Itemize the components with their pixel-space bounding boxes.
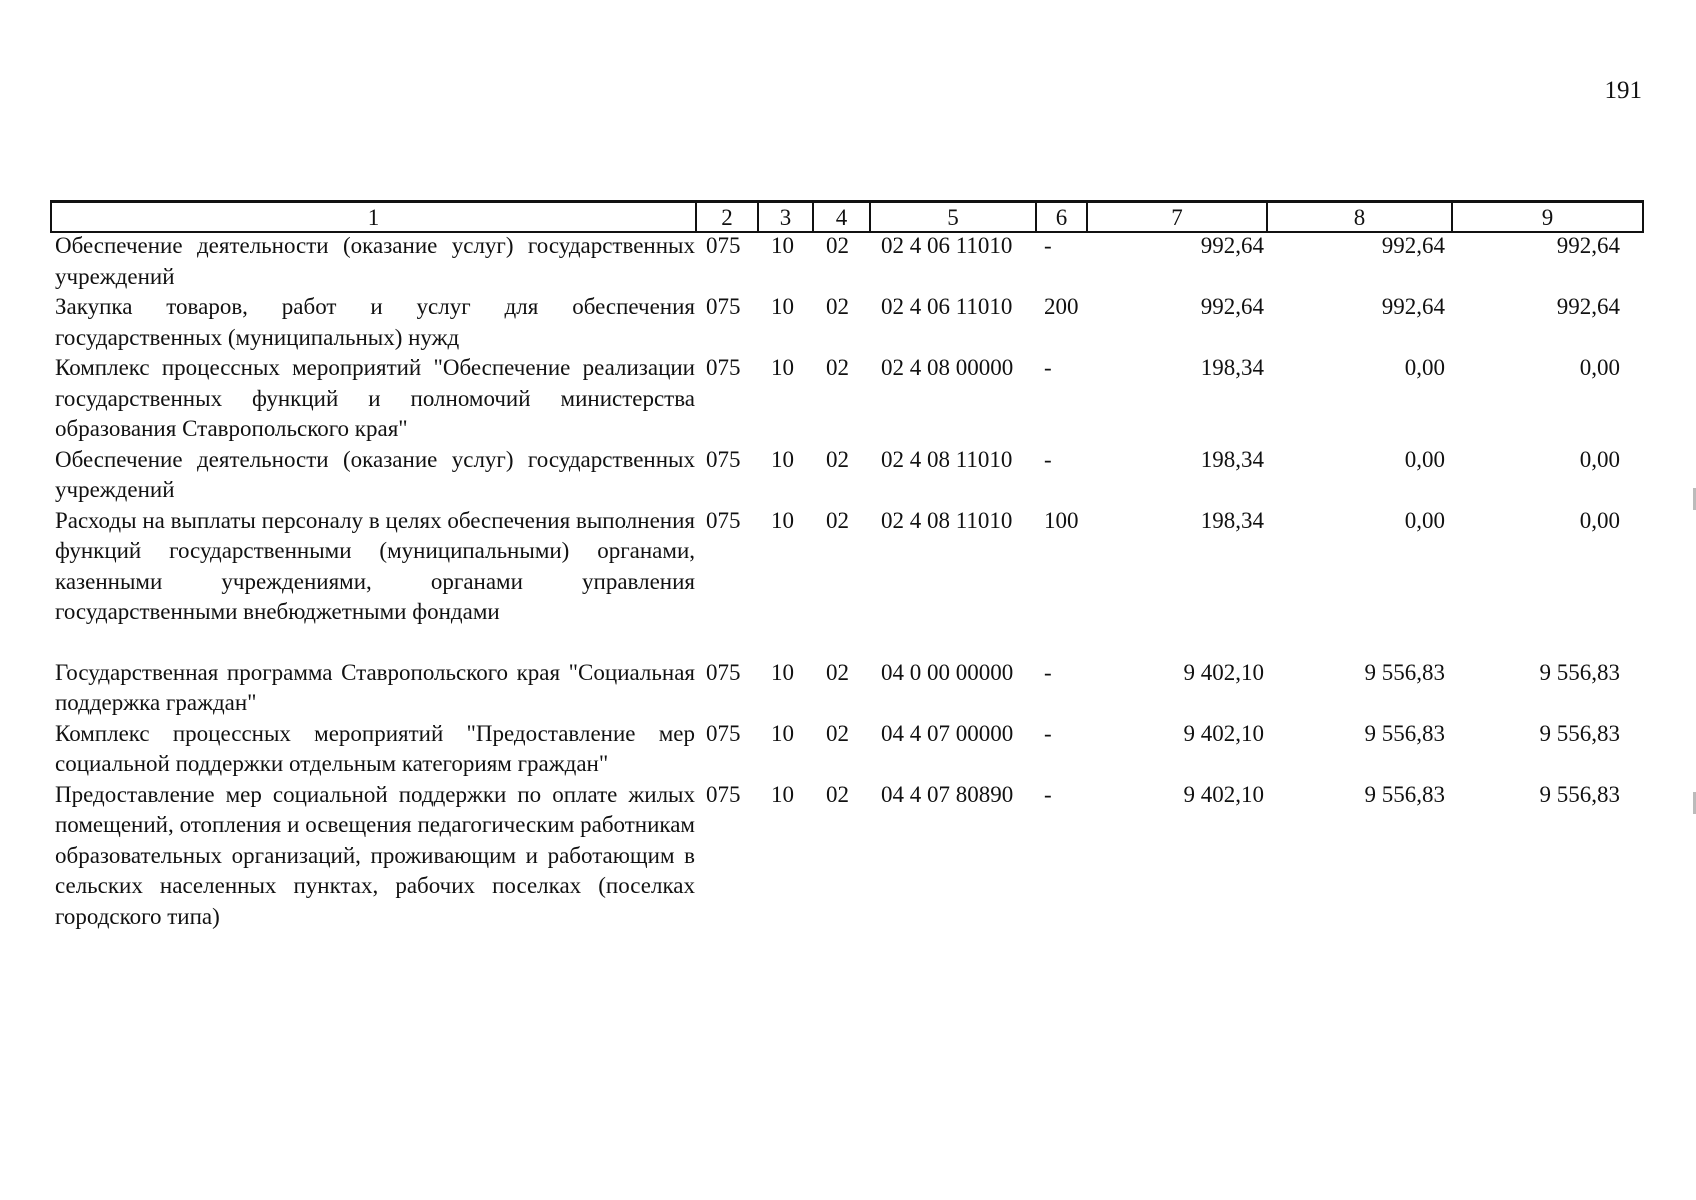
row-col-5: 02 4 08 11010 bbox=[881, 446, 1013, 472]
row-col-2: 075 bbox=[706, 294, 741, 319]
row-col-2: 075 bbox=[706, 446, 741, 472]
row-col-9: 9 556,83 bbox=[1539, 659, 1620, 685]
row-col-9: 992,64 bbox=[1556, 233, 1620, 258]
row-col-5: 04 4 07 00000 bbox=[881, 720, 1014, 746]
row-col-4: 02 bbox=[826, 294, 849, 319]
row-col-5: 02 4 06 11010 bbox=[881, 294, 1013, 319]
row-col-3: 10 bbox=[771, 446, 794, 472]
row-name: Комплекс процессных мероприятий "Предоставление мер социальной поддержки отдельным категориям граждан" bbox=[55, 720, 695, 776]
row-col-4: 02 bbox=[826, 507, 849, 533]
row-col-6: - bbox=[1044, 720, 1052, 746]
row-col-2: 075 bbox=[706, 233, 741, 258]
row-col-9: 0,00 bbox=[1579, 446, 1620, 472]
header-col-7: 7 bbox=[1087, 202, 1267, 233]
table-row bbox=[50, 231, 1642, 292]
row-col-5: 02 4 08 00000 bbox=[881, 355, 1014, 380]
row-col-2: 075 bbox=[706, 507, 741, 533]
row-col-4: 02 bbox=[826, 355, 849, 380]
row-col-2: 075 bbox=[706, 781, 741, 807]
row-col-3: 10 bbox=[771, 233, 794, 258]
row-col-2: 075 bbox=[706, 355, 741, 380]
row-col-6: - bbox=[1044, 233, 1052, 258]
row-name: Закупка товаров, работ и услуг для обеспечения государственных (муниципальных) нужд bbox=[55, 294, 695, 350]
row-col-4: 02 bbox=[826, 781, 849, 807]
table-row bbox=[50, 353, 1642, 445]
table-header bbox=[50, 200, 1644, 233]
page-number: 191 bbox=[1604, 77, 1642, 104]
header-col-6: 6 bbox=[1036, 202, 1087, 233]
row-col-6: - bbox=[1044, 781, 1052, 807]
row-col-5: 02 4 08 11010 bbox=[881, 507, 1013, 533]
row-col-6: - bbox=[1044, 659, 1052, 685]
row-col-3: 10 bbox=[771, 294, 794, 319]
row-col-3: 10 bbox=[771, 659, 794, 685]
table-row bbox=[50, 780, 1642, 933]
row-col-5: 04 0 00 00000 bbox=[881, 659, 1014, 685]
row-col-3: 10 bbox=[771, 355, 794, 380]
row-col-8: 992,64 bbox=[1381, 294, 1445, 319]
row-col-6: 200 bbox=[1044, 294, 1079, 319]
row-col-3: 10 bbox=[771, 507, 794, 533]
row-col-8: 9 556,83 bbox=[1364, 720, 1445, 746]
row-col-7: 198,34 bbox=[1200, 446, 1264, 472]
row-name: Государственная программа Ставропольского края "Социальная поддержка граждан" bbox=[55, 659, 695, 715]
row-name: Комплекс процессных мероприятий "Обеспечение реализации государственных функций и полномочий министерства образования Ставропольского края" bbox=[55, 355, 695, 441]
row-col-2: 075 bbox=[706, 659, 741, 685]
row-col-9: 9 556,83 bbox=[1539, 781, 1620, 807]
row-col-7: 992,64 bbox=[1200, 294, 1264, 319]
row-col-5: 02 4 06 11010 bbox=[881, 233, 1013, 258]
header-col-1: 1 bbox=[51, 202, 696, 233]
row-col-6: - bbox=[1044, 355, 1052, 380]
table-row bbox=[50, 719, 1642, 780]
row-col-2: 075 bbox=[706, 720, 741, 746]
row-col-3: 10 bbox=[771, 781, 794, 807]
table-row bbox=[50, 445, 1642, 506]
row-col-9: 0,00 bbox=[1579, 355, 1620, 380]
row-col-4: 02 bbox=[826, 446, 849, 472]
header-col-2: 2 bbox=[696, 202, 758, 233]
row-col-8: 9 556,83 bbox=[1364, 659, 1445, 685]
row-col-7: 198,34 bbox=[1200, 355, 1264, 380]
row-col-8: 9 556,83 bbox=[1364, 781, 1445, 807]
row-col-3: 10 bbox=[771, 720, 794, 746]
row-col-9: 992,64 bbox=[1556, 294, 1620, 319]
row-col-4: 02 bbox=[826, 233, 849, 258]
table-body bbox=[50, 231, 1642, 932]
header-col-3: 3 bbox=[758, 202, 813, 233]
row-col-4: 02 bbox=[826, 659, 849, 685]
header-col-5: 5 bbox=[870, 202, 1036, 233]
row-col-9: 0,00 bbox=[1579, 507, 1620, 533]
row-col-9: 9 556,83 bbox=[1539, 720, 1620, 746]
header-col-9: 9 bbox=[1452, 202, 1643, 233]
table-row bbox=[50, 658, 1642, 719]
row-name: Обеспечение деятельности (оказание услуг) государственных учреждений bbox=[55, 446, 695, 502]
row-col-4: 02 bbox=[826, 720, 849, 746]
row-col-6: 100 bbox=[1044, 507, 1079, 533]
header-col-4: 4 bbox=[813, 202, 870, 233]
row-name: Обеспечение деятельности (оказание услуг) государственных учреждений bbox=[55, 233, 695, 289]
row-col-7: 992,64 bbox=[1200, 233, 1264, 258]
row-name: Расходы на выплаты персоналу в целях обеспечения выполнения функций государственными (муниципальными) органами, казенными учреждениями, органами управления государственными внебюджетными фондами bbox=[55, 507, 695, 624]
row-col-7: 198,34 bbox=[1200, 507, 1264, 533]
row-col-8: 0,00 bbox=[1404, 446, 1445, 472]
row-col-7: 9 402,10 bbox=[1183, 720, 1264, 746]
row-col-5: 04 4 07 80890 bbox=[881, 781, 1014, 807]
row-name: Предоставление мер социальной поддержки по оплате жилых помещений, отопления и освещения педагогическим работникам образовательных организаций, проживающим и работающим в сельских населенных пунктах, рабочих поселках (поселках городского типа) bbox=[55, 781, 695, 929]
row-col-8: 992,64 bbox=[1381, 233, 1445, 258]
row-col-7: 9 402,10 bbox=[1183, 781, 1264, 807]
table-row bbox=[50, 292, 1642, 353]
table-row bbox=[50, 506, 1642, 628]
row-col-7: 9 402,10 bbox=[1183, 659, 1264, 685]
header-col-8: 8 bbox=[1267, 202, 1452, 233]
row-col-8: 0,00 bbox=[1404, 355, 1445, 380]
row-col-8: 0,00 bbox=[1404, 507, 1445, 533]
row-col-6: - bbox=[1044, 446, 1052, 472]
